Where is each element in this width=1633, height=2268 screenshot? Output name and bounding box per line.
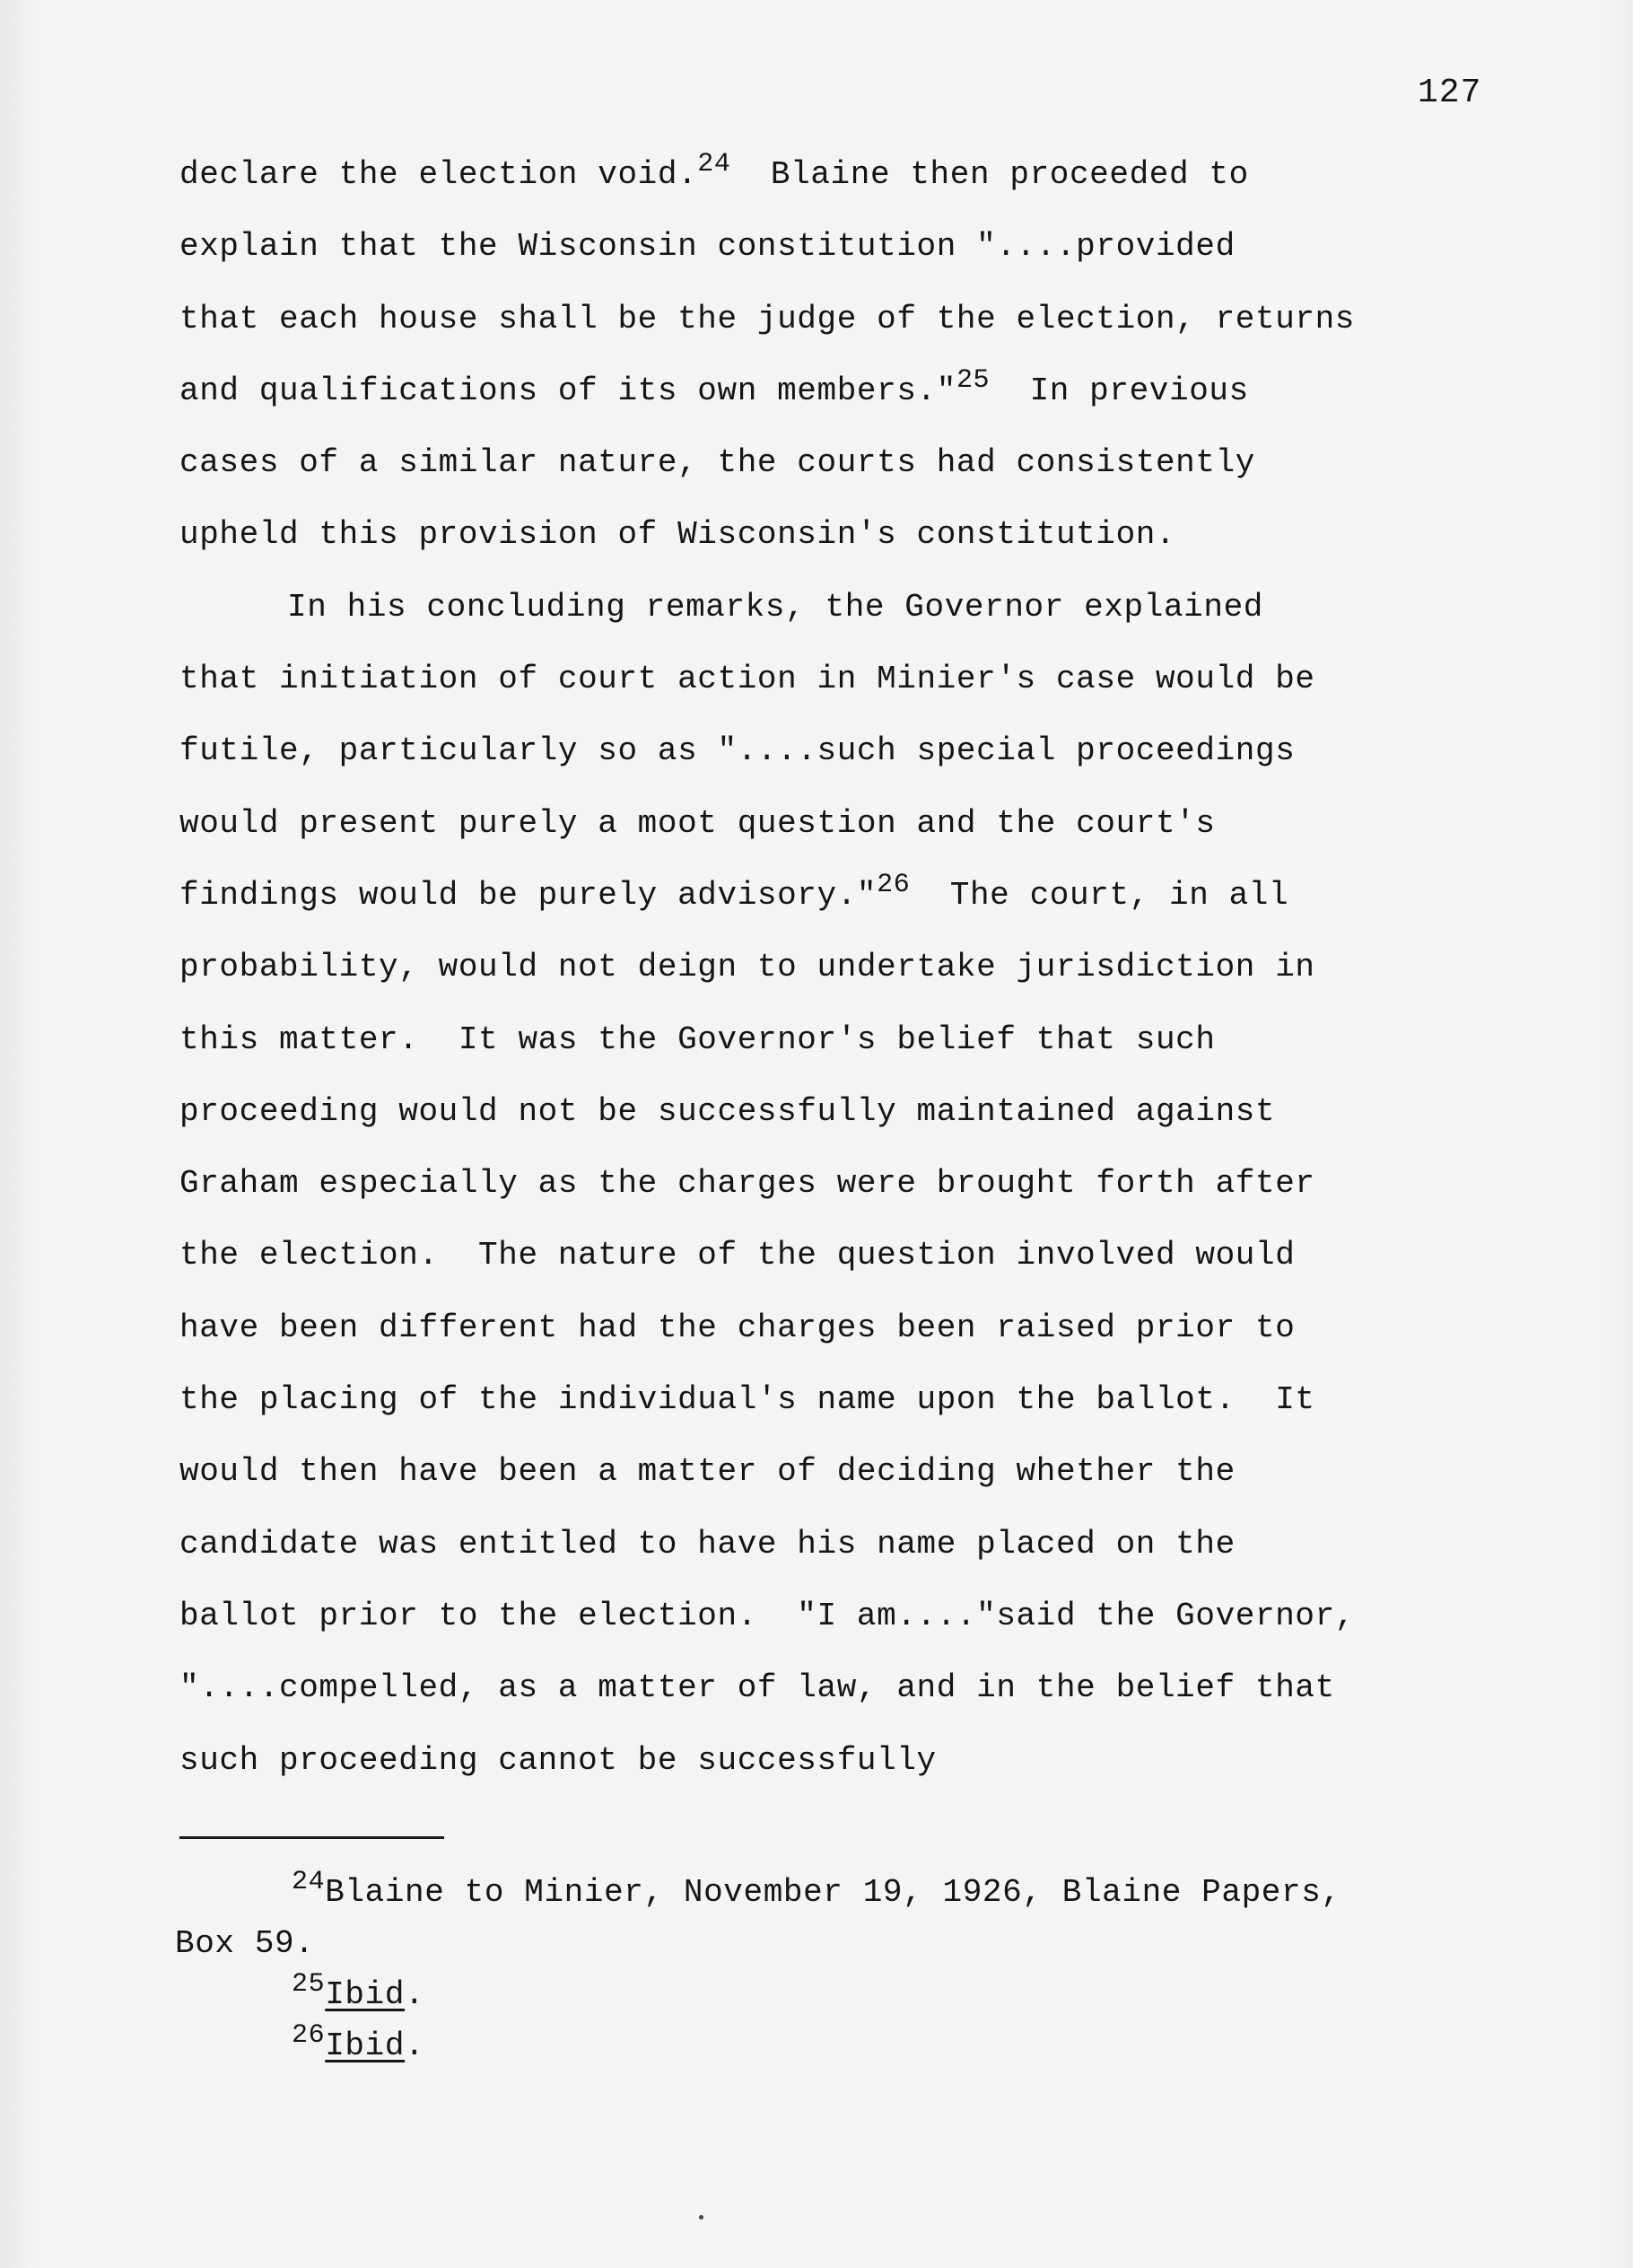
line-text: findings would be purely advisory." (179, 876, 878, 914)
footnote-reference: 25 (956, 364, 991, 396)
line-text: futile, particularly so as "....such special proceedings (179, 732, 1296, 770)
text-line (179, 139, 1507, 211)
line-text: ballot prior to the election. "I am...."said the Governor, (179, 1597, 1356, 1634)
page-number: 127 (1418, 74, 1482, 112)
text-line (179, 1436, 1507, 1508)
line-text: that initiation of court action in Minier's case would be (179, 661, 1315, 698)
line-text: have been different had the charges been raised prior to (179, 1309, 1296, 1346)
text-line (179, 788, 1507, 860)
line-text: would then have been a matter of deciding whether the (179, 1453, 1236, 1491)
text-line (179, 1581, 1507, 1652)
line-text: that each house shall be the judge of the election, returns (179, 300, 1356, 337)
text-line (179, 715, 1507, 787)
footnote-ibid: Ibid (325, 2027, 406, 2064)
footnote-number: 24 (292, 1867, 326, 1897)
footnote-ibid: Ibid (325, 1976, 406, 2013)
line-text: candidate was entitled to have his name placed on the (179, 1525, 1236, 1563)
footnote-period: . (405, 1976, 425, 2013)
footnote (175, 1969, 1503, 2020)
line-text: upheld this provision of Wisconsin's constitution. (179, 516, 1176, 554)
text-line (179, 1364, 1507, 1436)
line-text-continued: In previous (990, 372, 1249, 409)
line-text: the election. The nature of the question involved would (179, 1237, 1296, 1274)
line-text: proceeding would not be successfully maintained against (179, 1092, 1276, 1130)
footnote-text: Blaine to Minier, November 19, 1926, Blaine Papers, (325, 1874, 1341, 1911)
paper-speck (699, 2215, 703, 2220)
text-line (179, 572, 1507, 644)
text-line (179, 284, 1507, 355)
line-text: such proceeding cannot be successfully (179, 1741, 937, 1779)
line-text: cases of a similar nature, the courts had consistently (179, 444, 1255, 482)
footnote-rule (179, 1836, 444, 1839)
text-line (179, 1220, 1507, 1292)
line-text: Graham especially as the charges were brought forth after (179, 1165, 1315, 1203)
line-text: this matter. It was the Governor's belief that such (179, 1020, 1216, 1058)
text-line (179, 355, 1507, 427)
text-line (179, 932, 1507, 1003)
line-text-continued: Blaine then proceeded to (730, 156, 1249, 193)
text-line (179, 1004, 1507, 1076)
line-text-continued: The court, in all (910, 876, 1289, 914)
line-text: would present purely a moot question and the court's (179, 804, 1216, 842)
text-line (179, 860, 1507, 932)
text-line (179, 427, 1507, 499)
text-line (179, 1292, 1507, 1364)
footnote-reference: 24 (697, 149, 731, 180)
line-text: declare the election void. (179, 156, 698, 193)
line-text: and qualifications of its own members." (179, 372, 956, 409)
footnote-reference: 26 (877, 869, 911, 900)
line-text: In his concluding remarks, the Governor explained (287, 588, 1263, 626)
footnote-number: 26 (292, 2020, 326, 2051)
line-text: "....compelled, as a matter of law, and in the belief that (179, 1669, 1335, 1707)
footnote (175, 1867, 1503, 1918)
line-text: probability, would not deign to undertake jurisdiction in (179, 949, 1315, 986)
footnote-number: 25 (292, 1969, 326, 2000)
text-line (179, 644, 1507, 715)
text-line (179, 1076, 1507, 1148)
text-line (179, 1652, 1507, 1724)
line-text: the placing of the individual's name upon the ballot. It (179, 1381, 1315, 1419)
footnote (175, 1918, 1503, 1969)
text-line (179, 1725, 1507, 1797)
footnote (175, 2020, 1503, 2071)
body-text (179, 139, 1507, 1797)
footnote-period: . (405, 2027, 425, 2064)
text-line (179, 1148, 1507, 1220)
footnotes (175, 1867, 1503, 2071)
footnote-text: Box 59. (175, 1925, 315, 1962)
line-text: explain that the Wisconsin constitution "....provided (179, 228, 1236, 266)
text-line (179, 499, 1507, 571)
text-line (179, 1509, 1507, 1581)
text-line (179, 211, 1507, 283)
